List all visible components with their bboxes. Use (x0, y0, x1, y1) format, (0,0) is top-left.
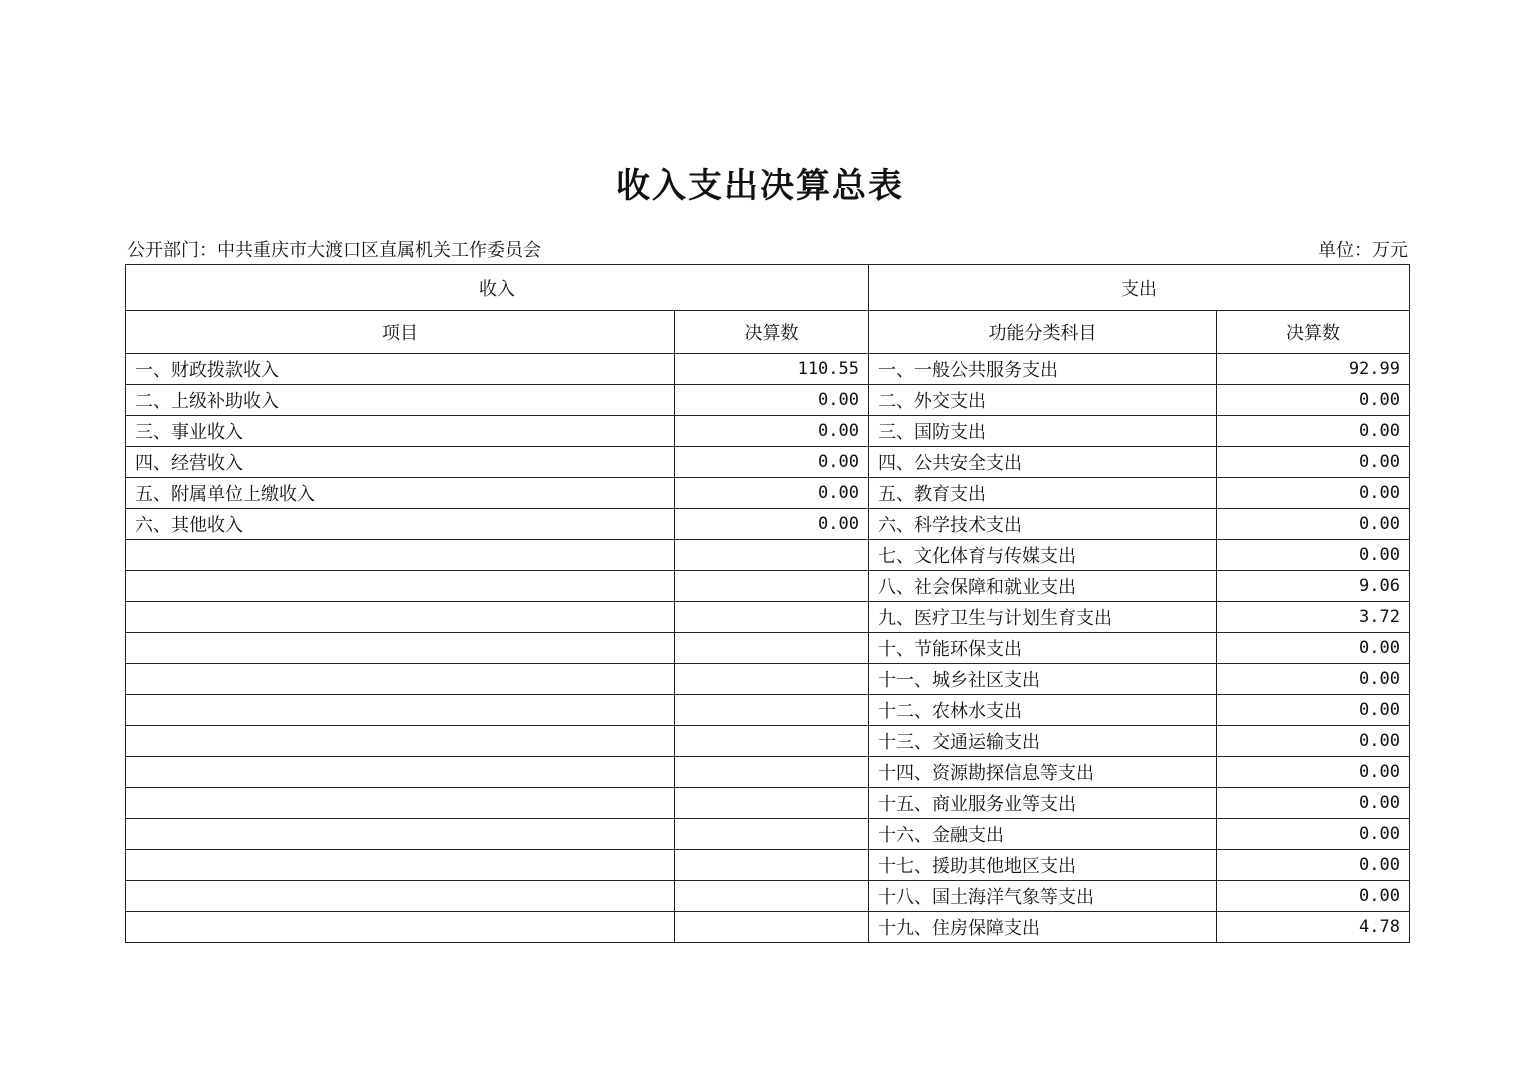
expense-amount-cell: 0.00 (1217, 447, 1410, 478)
expense-amount-cell: 0.00 (1217, 478, 1410, 509)
unit-label: 单位：万元 (1318, 240, 1408, 261)
income-item-cell (126, 664, 675, 695)
table-row (126, 788, 1410, 819)
income-item-cell (126, 850, 675, 881)
income-item-cell (126, 540, 675, 571)
income-item-cell (126, 726, 675, 757)
expense-item-cell: 十一、城乡社区支出 (869, 664, 1217, 695)
table-row (126, 385, 1410, 416)
income-item-cell: 五、附属单位上缴收入 (126, 478, 675, 509)
income-amount-cell: 0.00 (675, 416, 869, 447)
expense-item-cell: 十、节能环保支出 (869, 633, 1217, 664)
expense-item-cell: 十九、住房保障支出 (869, 912, 1217, 943)
income-item-cell (126, 881, 675, 912)
income-amount-cell: 110.55 (675, 354, 869, 385)
income-amount-cell: 0.00 (675, 509, 869, 540)
table-group-header (126, 265, 1410, 311)
income-amount-cell (675, 757, 869, 788)
income-amount-cell (675, 571, 869, 602)
income-amount-cell (675, 850, 869, 881)
income-group-header: 收入 (126, 265, 869, 311)
expense-item-cell: 五、教育支出 (869, 478, 1217, 509)
income-item-cell: 四、经营收入 (126, 447, 675, 478)
table-row (126, 633, 1410, 664)
expense-item-cell: 十八、国土海洋气象等支出 (869, 881, 1217, 912)
income-amount-cell (675, 726, 869, 757)
expense-item-cell: 二、外交支出 (869, 385, 1217, 416)
department-label: 公开部门：中共重庆市大渡口区直属机关工作委员会 (127, 240, 541, 261)
expense-amount-cell: 0.00 (1217, 850, 1410, 881)
table-row (126, 416, 1410, 447)
income-item-cell (126, 571, 675, 602)
table-row (126, 540, 1410, 571)
expense-amount-cell: 0.00 (1217, 540, 1410, 571)
income-item-cell: 三、事业收入 (126, 416, 675, 447)
expense-amount-cell: 4.78 (1217, 912, 1410, 943)
page-title: 收入支出决算总表 (616, 166, 904, 206)
expense-item-cell: 七、文化体育与传媒支出 (869, 540, 1217, 571)
income-item-cell (126, 757, 675, 788)
income-item-cell (126, 788, 675, 819)
expense-item-cell: 十五、商业服务业等支出 (869, 788, 1217, 819)
income-item-cell: 六、其他收入 (126, 509, 675, 540)
expense-amount-cell: 9.06 (1217, 571, 1410, 602)
table-row (126, 447, 1410, 478)
income-amount-cell (675, 912, 869, 943)
table-row (126, 478, 1410, 509)
expense-amount-cell: 92.99 (1217, 354, 1410, 385)
expense-item-cell: 九、医疗卫生与计划生育支出 (869, 602, 1217, 633)
expense-amount-cell: 0.00 (1217, 416, 1410, 447)
expense-group-header: 支出 (869, 265, 1410, 311)
expense-item-cell: 四、公共安全支出 (869, 447, 1217, 478)
income-item-cell (126, 819, 675, 850)
income-amount-cell (675, 881, 869, 912)
expense-amount-cell: 0.00 (1217, 633, 1410, 664)
income-amount-cell (675, 633, 869, 664)
income-item-cell (126, 633, 675, 664)
expense-item-cell: 六、科学技术支出 (869, 509, 1217, 540)
expense-amount-cell: 0.00 (1217, 695, 1410, 726)
expense-amount-cell: 0.00 (1217, 819, 1410, 850)
income-amount-cell (675, 664, 869, 695)
income-amount-cell: 0.00 (675, 385, 869, 416)
expense-amount-cell: 0.00 (1217, 726, 1410, 757)
table-row (126, 819, 1410, 850)
table-row (126, 602, 1410, 633)
table-row (126, 354, 1410, 385)
expense-item-cell: 十四、资源勘探信息等支出 (869, 757, 1217, 788)
expense-item-cell: 三、国防支出 (869, 416, 1217, 447)
table-row (126, 509, 1410, 540)
income-amount-cell (675, 788, 869, 819)
table-row (126, 571, 1410, 602)
expense-item-cell: 十三、交通运输支出 (869, 726, 1217, 757)
expense-item-cell: 八、社会保障和就业支出 (869, 571, 1217, 602)
table-row (126, 757, 1410, 788)
expense-item-cell: 十二、农林水支出 (869, 695, 1217, 726)
income-item-cell (126, 912, 675, 943)
table-column-header (126, 311, 1410, 354)
table-row (126, 850, 1410, 881)
income-item-cell: 二、上级补助收入 (126, 385, 675, 416)
table-row (126, 664, 1410, 695)
expense-amount-cell: 0.00 (1217, 509, 1410, 540)
table-row (126, 912, 1410, 943)
income-amount-cell (675, 819, 869, 850)
income-amount-cell (675, 695, 869, 726)
income-amount-header: 决算数 (675, 311, 869, 354)
income-expense-table (125, 264, 1410, 943)
table-row (126, 726, 1410, 757)
expense-amount-header: 决算数 (1217, 311, 1410, 354)
income-item-cell (126, 695, 675, 726)
income-amount-cell: 0.00 (675, 478, 869, 509)
income-item-header: 项目 (126, 311, 675, 354)
expense-category-header: 功能分类科目 (869, 311, 1217, 354)
expense-amount-cell: 0.00 (1217, 664, 1410, 695)
expense-amount-cell: 0.00 (1217, 881, 1410, 912)
income-amount-cell (675, 540, 869, 571)
table-row (126, 881, 1410, 912)
expense-amount-cell: 0.00 (1217, 385, 1410, 416)
income-amount-cell: 0.00 (675, 447, 869, 478)
expense-amount-cell: 3.72 (1217, 602, 1410, 633)
income-item-cell (126, 602, 675, 633)
income-amount-cell (675, 602, 869, 633)
expense-amount-cell: 0.00 (1217, 788, 1410, 819)
table-row (126, 695, 1410, 726)
income-item-cell: 一、财政拨款收入 (126, 354, 675, 385)
expense-item-cell: 一、一般公共服务支出 (869, 354, 1217, 385)
expense-item-cell: 十六、金融支出 (869, 819, 1217, 850)
expense-item-cell: 十七、援助其他地区支出 (869, 850, 1217, 881)
expense-amount-cell: 0.00 (1217, 757, 1410, 788)
